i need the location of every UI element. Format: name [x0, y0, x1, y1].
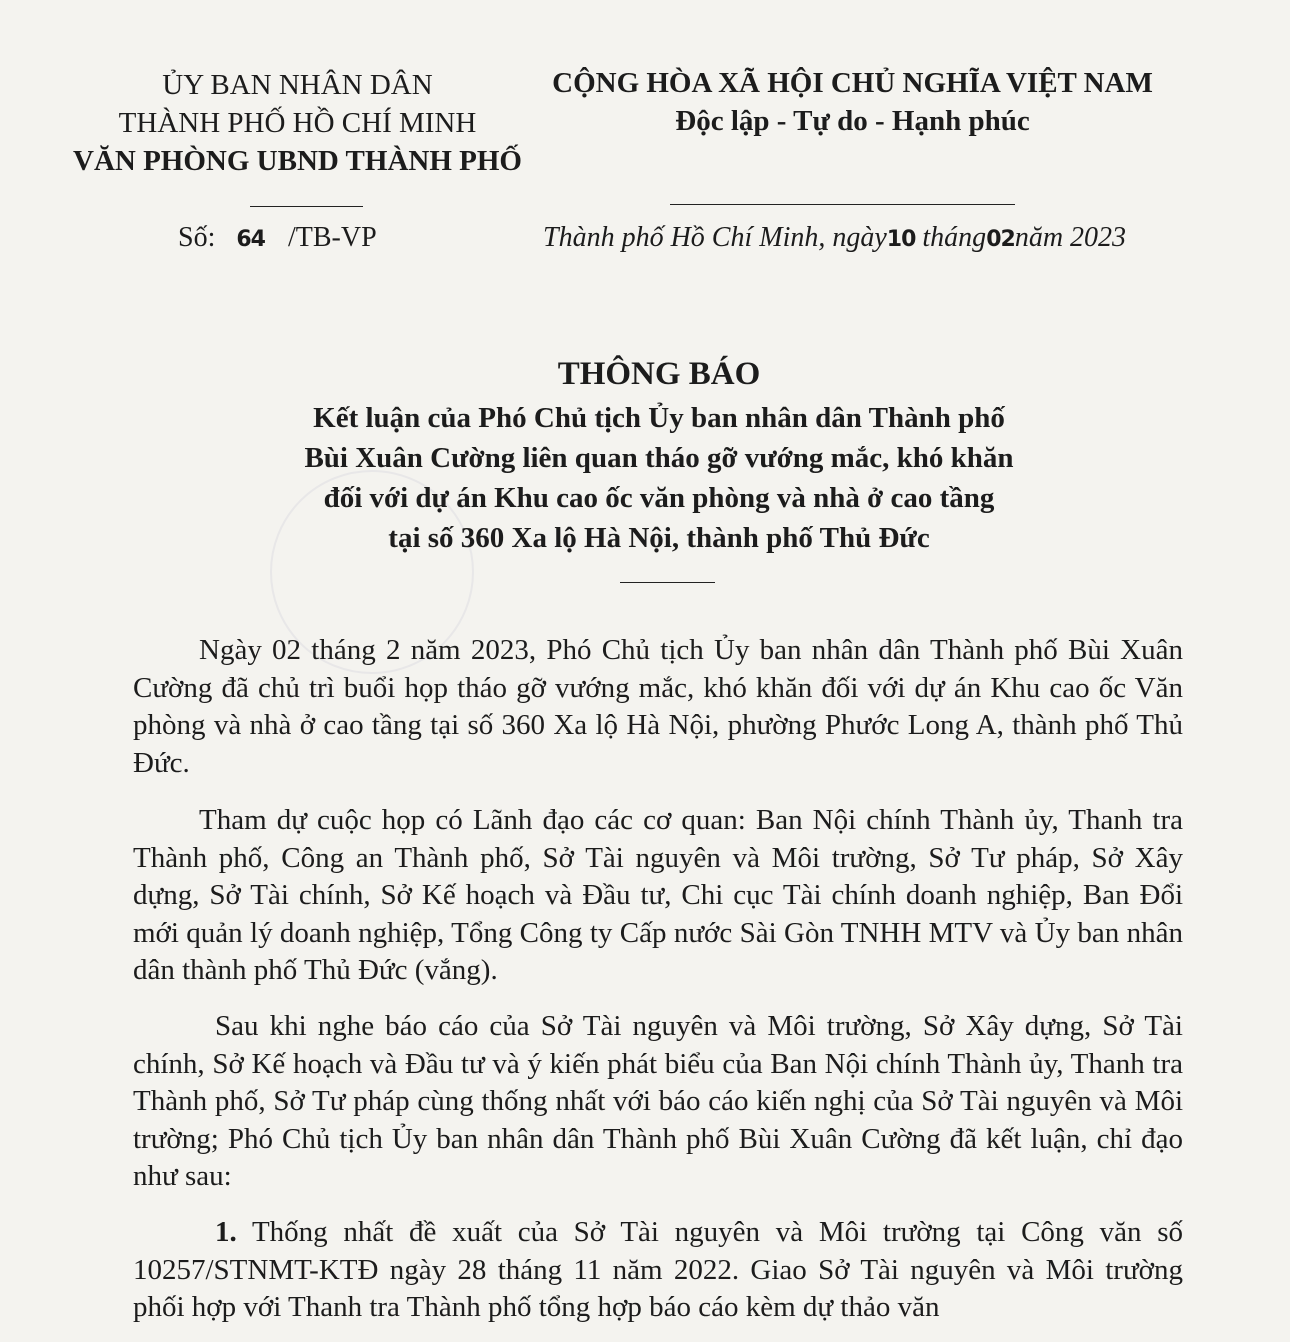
document-subtitle: [0, 398, 1290, 558]
doc-number-prefix: Số:: [178, 222, 216, 253]
date-line: [543, 222, 1126, 254]
date-year: năm 2023: [1014, 222, 1127, 253]
subtitle-line-3: đối với dự án Khu cao ốc văn phòng và nhà ở cao tầng: [323, 482, 995, 514]
agency-line-3: VĂN PHÒNG UBND THÀNH PHỐ: [73, 145, 522, 177]
document-title: THÔNG BÁO: [557, 356, 761, 392]
doc-number-suffix: /TB-VP: [287, 222, 377, 253]
date-month-label: tháng: [922, 222, 987, 253]
document-number: [178, 222, 377, 254]
motto-underline: [670, 204, 1015, 205]
date-place: Thành phố Hồ Chí Minh, ngày: [543, 222, 887, 253]
doc-number-handwritten: 64: [236, 227, 265, 252]
paragraph-4-number: 1.: [215, 1216, 237, 1248]
national-title: CỘNG HÒA XÃ HỘI CHỦ NGHĨA VIỆT NAM: [552, 67, 1153, 99]
national-motto: Độc lập - Tự do - Hạnh phúc: [675, 105, 1030, 137]
paragraph-3: Sau khi nghe báo cáo của Sở Tài nguyên và Môi trường, Sở Xây dựng, Sở Tài chính, Sở Kế hoạch và Đầu tư và ý kiến phát biểu của Ban Nội chính Thành ủy, Thanh tra Thành phố, Sở Tư pháp cùng thống nhất với báo cáo kiến nghị của Sở Tài nguyên và Môi trường; Phó Chủ tịch Ủy ban nhân dân Thành phố Bùi Xuân Cường đã kết luận, chỉ đạo như sau:: [133, 1010, 1183, 1192]
paragraph-4: [133, 1214, 1183, 1327]
date-day-handwritten: 10: [886, 227, 916, 252]
subtitle-line-1: Kết luận của Phó Chủ tịch Ủy ban nhân dân Thành phố: [313, 402, 1005, 434]
title-underline: [620, 582, 715, 583]
agency-line-2: THÀNH PHỐ HỒ CHÍ MINH: [118, 107, 477, 139]
paragraph-4-text: Thống nhất đề xuất của Sở Tài nguyên và Môi trường tại Công văn số 10257/STNMT-KTĐ ngày 28 tháng 11 năm 2022. Giao Sở Tài nguyên và Môi trường phối hợp với Thanh tra Thành phố tổng hợp báo cáo kèm dự thảo văn: [133, 1216, 1183, 1323]
subtitle-line-4: tại số 360 Xa lộ Hà Nội, thành phố Thủ Đức: [388, 522, 930, 554]
date-month-handwritten: 02: [986, 227, 1015, 252]
paragraph-2: Tham dự cuộc họp có Lãnh đạo các cơ quan: Ban Nội chính Thành ủy, Thanh tra Thành phố, Công an Thành phố, Sở Tài nguyên và Môi trường, Sở Tư pháp, Sở Xây dựng, Sở Tài chính, Sở Kế hoạch và Đầu tư, Chi cục Tài chính doanh nghiệp, Ban Đổi mới quản lý doanh nghiệp, Tổng Công ty Cấp nước Sài Gòn TNHH MTV và Ủy ban nhân dân thành phố Thủ Đức (vắng).: [133, 804, 1183, 986]
agency-underline: [250, 206, 363, 207]
national-header: [530, 64, 1175, 140]
subtitle-line-2: Bùi Xuân Cường liên quan tháo gỡ vướng mắc, khó khăn: [304, 442, 1014, 474]
paragraph-1: Ngày 02 tháng 2 năm 2023, Phó Chủ tịch Ủy ban nhân dân Thành phố Bùi Xuân Cường đã chủ trì buổi họp tháo gỡ vướng mắc, khó khăn đối với dự án Khu cao ốc Văn phòng và nhà ở cao tầng tại số 360 Xa lộ Hà Nội, phường Phước Long A, thành phố Thủ Đức.: [133, 634, 1183, 779]
agency-line-1: ỦY BAN NHÂN DÂN: [162, 69, 433, 101]
agency-header: [60, 66, 535, 180]
